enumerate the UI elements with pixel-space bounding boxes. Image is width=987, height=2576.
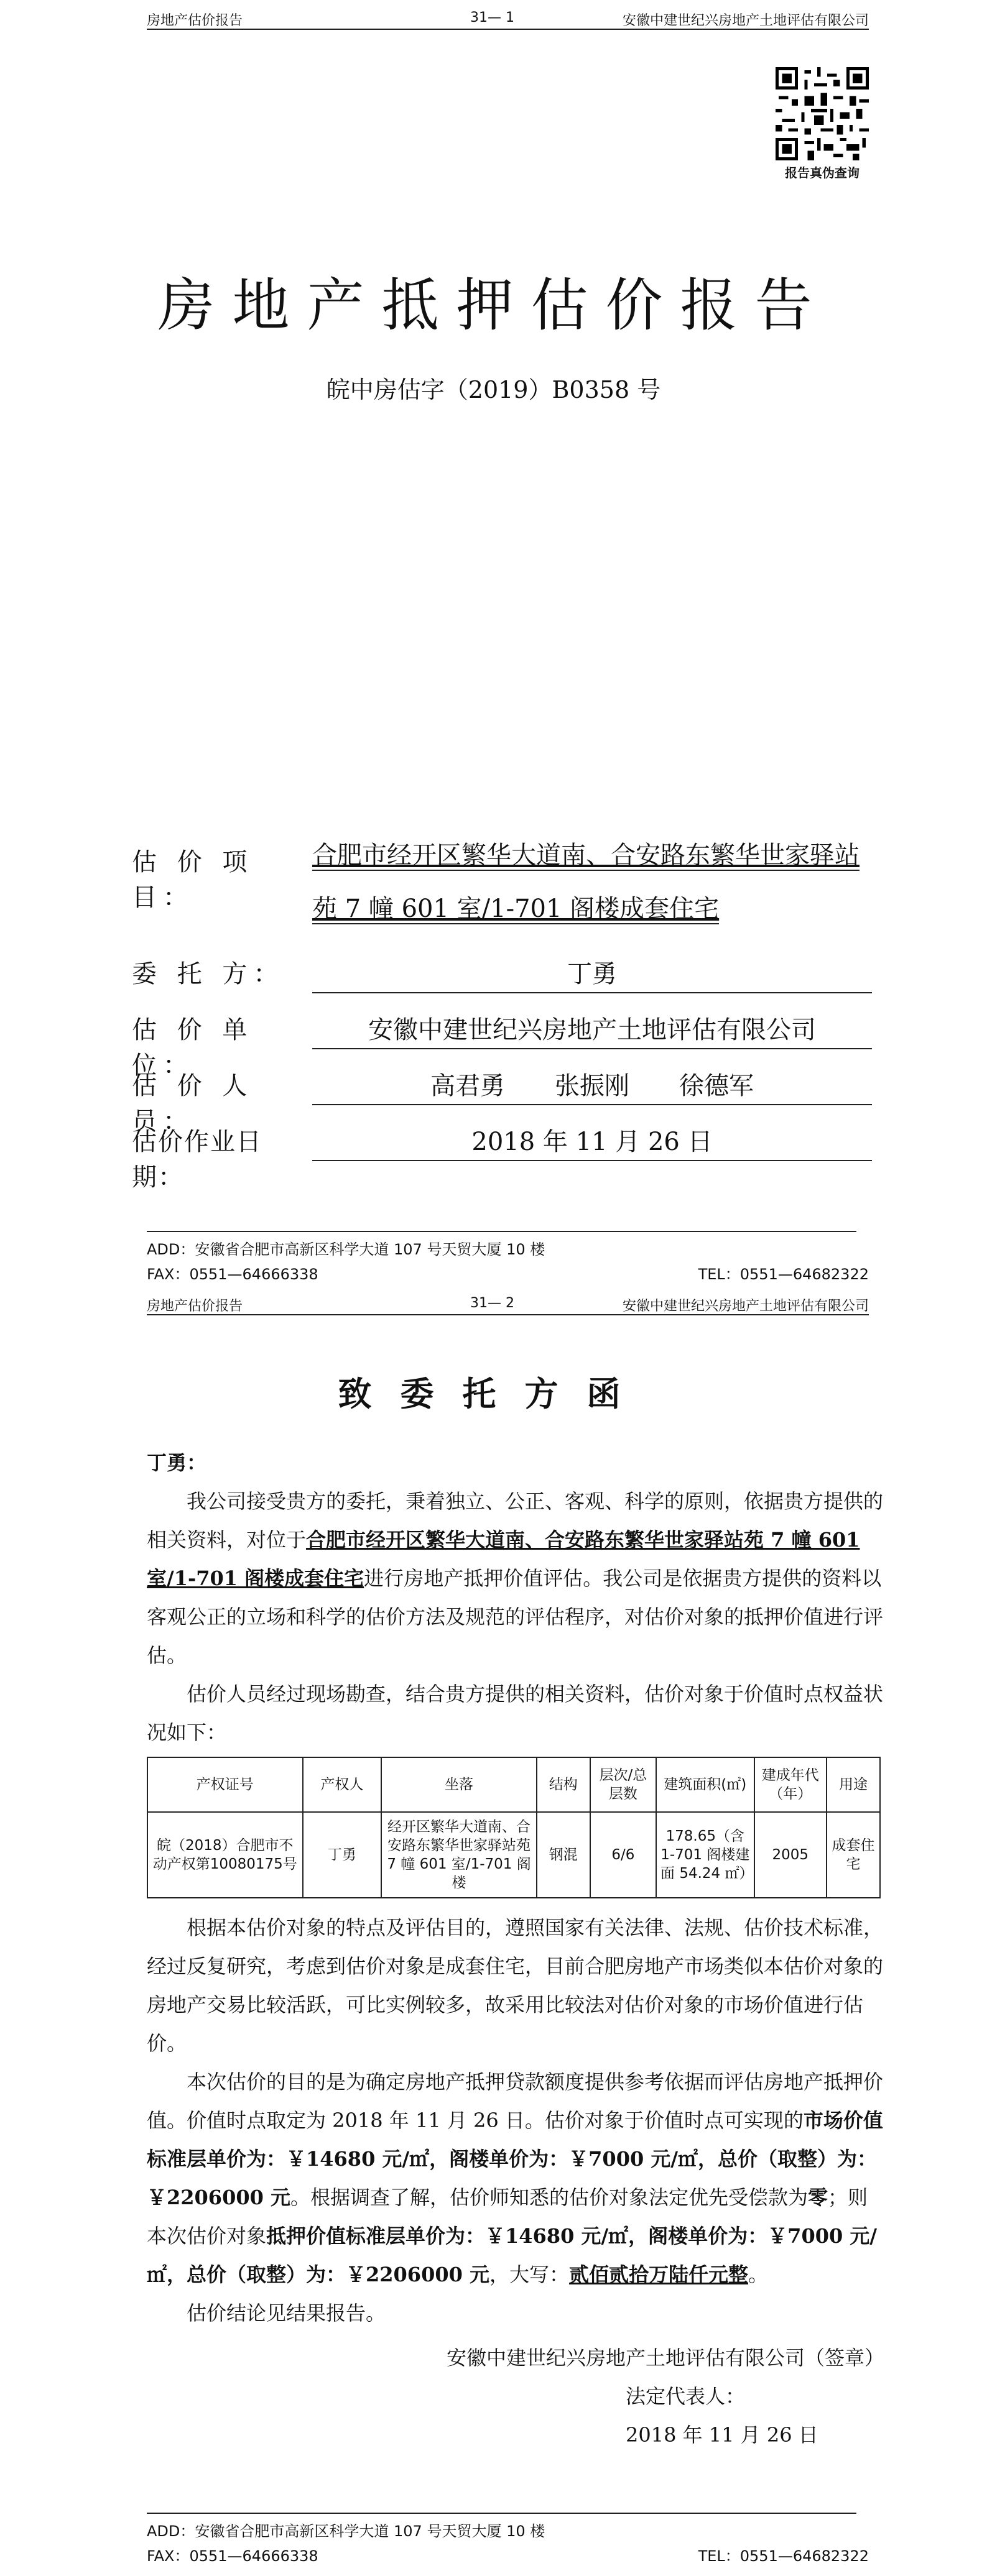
paragraph-method: 根据本估价对象的特点及评估目的，遵照国家有关法律、法规、估价技术标准，经过反复研究，考虑到估价对象是成套住宅，目前合肥房地产市场类似本估价对象的房地产交易比较活跃，可比实例较多，故采用比较法对估价对象的市场价值进行估价。	[147, 1916, 884, 2055]
footer-address: ADD：安徽省合肥市高新区科学大道 107 号天贸大厦 10 楼	[147, 2523, 545, 2540]
paragraph-intro: 我公司接受贵方的委托，秉着独立、公正、客观、科学的原则，依据贵方提供的相关资料，对位于合肥市经开区繁华大道南、合安路东繁华世家驿站苑 7 幢 601 室/1-701 阁楼成套住宅进行房地产抵押价值评估。我公司是依据贵方提供的资料以客观公正的立场和科学的估价方法及规范的评估程序，对估价对象的抵押价值进行评估。	[147, 1489, 884, 1667]
column-header: 产权人	[303, 1757, 382, 1812]
letter-body	[147, 1443, 884, 2454]
table-cell: 经开区繁华大道南、合安路东繁华世家驿站苑 7 幢 601 室/1-701 阁楼	[381, 1812, 537, 1898]
qr-code-icon[interactable]	[776, 67, 869, 160]
table-cell: 钢混	[537, 1812, 590, 1898]
field-valuer	[132, 1010, 872, 1080]
header-report-type: 房地产估价报告	[147, 13, 243, 29]
column-header: 结构	[537, 1757, 590, 1812]
column-header: 层次/总层数	[590, 1757, 656, 1812]
field-value: 2018 年 11 月 26 日	[312, 1122, 872, 1161]
report-info-fields	[132, 841, 872, 1192]
field-label: 估 价 人 员：	[132, 1072, 254, 1136]
field-value: 合肥市经开区繁华大道南、合安路东繁华世家驿站苑 7 幢 601 室/1-701 阁楼成套住宅	[312, 841, 860, 923]
footer-divider	[147, 1231, 856, 1232]
column-header: 建成年代（年）	[754, 1757, 827, 1812]
field-date	[132, 1122, 872, 1192]
qr-caption: 报告真伪查询	[785, 165, 860, 180]
paragraph-conclusion: 估价结论见结果报告。	[187, 2301, 386, 2325]
footer-fax: FAX：0551—64666338	[147, 2547, 318, 2565]
signature-company: 安徽中建世纪兴房地产土地评估有限公司（签章）	[446, 2346, 884, 2370]
column-header: 产权证号	[147, 1757, 303, 1812]
footer-divider	[147, 2513, 856, 2514]
page-header	[147, 1293, 869, 1315]
table-header-row	[147, 1757, 880, 1812]
field-appraisers	[132, 1066, 872, 1136]
amount-in-words: 贰佰贰拾万陆仟元整	[569, 2263, 749, 2286]
footer-address: ADD：安徽省合肥市高新区科学大道 107 号天贸大厦 10 楼	[147, 1241, 545, 1258]
table-cell: 皖（2018）合肥市不动产权第10080175号	[147, 1812, 303, 1898]
salutation: 丁勇：	[147, 1451, 207, 1474]
letter-title: 致委托方函	[338, 1374, 649, 1414]
field-label: 估 价 项 目：	[132, 848, 254, 912]
header-page-number: 31— 1	[470, 10, 514, 25]
field-label: 估 价 单 位：	[132, 1016, 254, 1080]
property-address: 合肥市经开区繁华大道南、合安路东繁华世家驿站苑 7 幢 601 室/1-701 阁楼成套住宅	[147, 1528, 860, 1590]
header-page-number: 31— 2	[470, 1295, 514, 1311]
signature-representative: 法定代表人：	[626, 2385, 746, 2408]
paragraph-survey: 估价人员经过现场勘查，结合贵方提供的相关资料，估价对象于价值时点权益状况如下：	[147, 1682, 884, 1744]
field-project	[132, 842, 872, 954]
page-header	[147, 7, 869, 30]
letter-page	[0, 1288, 987, 2576]
property-table	[147, 1757, 881, 1898]
paragraph-result: 本次估价的目的是为确定房地产抵押贷款额度提供参考依据而评估房地产抵押价值。价值时点取定为 2018 年 11 月 26 日。估价对象于价值时点可实现的市场价值标准层单价为：￥14680 元/㎡，阁楼单价为：￥7000 元/㎡，总价（取整）为：￥2206000 元。根据调查了解，估价师知悉的估价对象法定优先受偿款为零；则本次估价对象抵押价值标准层单价为：￥14680 元/㎡，阁楼单价为：￥7000 元/㎡，总价（取整）为：￥2206000 元，大写：贰佰贰拾万陆仟元整。	[147, 2070, 884, 2286]
header-company: 安徽中建世纪兴房地产土地评估有限公司	[622, 13, 869, 29]
footer-tel: TEL：0551—64682322	[698, 2547, 869, 2565]
column-header: 建筑面积(㎡)	[656, 1757, 754, 1812]
footer-fax: FAX：0551—64666338	[147, 1266, 318, 1283]
field-value: 高君勇 张振刚 徐德军	[312, 1066, 872, 1105]
report-title: 房地产抵押估价报告	[157, 272, 830, 339]
footer-tel: TEL：0551—64682322	[698, 1266, 869, 1283]
header-company: 安徽中建世纪兴房地产土地评估有限公司	[622, 1299, 869, 1314]
field-value: 安徽中建世纪兴房地产土地评估有限公司	[312, 1010, 872, 1049]
field-value: 丁勇	[312, 954, 872, 993]
column-header: 坐落	[381, 1757, 537, 1812]
field-client	[132, 954, 872, 1010]
mortgage-value: 抵押价值标准层单价为：￥14680 元/㎡，阁楼单价为：￥7000 元/㎡，总价（取整）为：￥2206000 元	[147, 2224, 878, 2286]
table-cell: 丁勇	[303, 1812, 382, 1898]
table-cell: 成套住宅	[827, 1812, 880, 1898]
document-number: 皖中房估字（2019）B0358 号	[326, 376, 661, 403]
field-label: 估价作业日期：	[132, 1128, 262, 1192]
table-row	[147, 1812, 880, 1898]
table-cell: 6/6	[590, 1812, 656, 1898]
header-report-type: 房地产估价报告	[147, 1299, 243, 1314]
table-cell: 178.65（含1-701 阁楼建面 54.24 ㎡）	[656, 1812, 754, 1898]
column-header: 用途	[827, 1757, 880, 1812]
table-cell: 2005	[754, 1812, 827, 1898]
signature-date: 2018 年 11 月 26 日	[626, 2423, 818, 2447]
market-value: 市场价值标准层单价为：￥14680 元/㎡，阁楼单价为：￥7000 元/㎡，总价（取整）为：￥2206000 元	[147, 2109, 883, 2209]
field-label: 委 托 方：	[132, 960, 285, 988]
